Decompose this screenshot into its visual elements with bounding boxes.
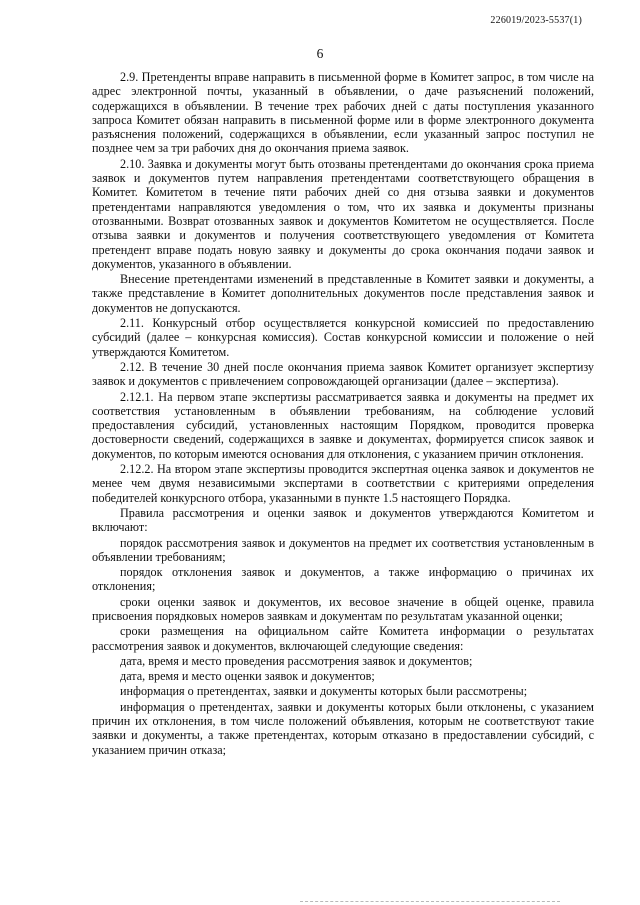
- list-item: информация о претендентах, заявки и документы которых были рассмотрены;: [120, 684, 528, 699]
- paragraph-2-12-1: 2.12.1. На первом этапе экспертизы рассматривается заявка и документы на предмет их соответствия установленным в объявлении требованиям, на соблюдение условий предоставления субсидий, установленных настоящим Порядком, проводится проверка достоверности сведений, содержащихся в заявке и документах, формируется список заявок и документов, по которым имеются основания для отклонения, с указанием причин отклонения.: [92, 389, 594, 461]
- paragraph-rules: Правила рассмотрения и оценки заявок и документов утверждаются Комитетом и включают:: [92, 505, 594, 535]
- list-item: порядок рассмотрения заявок и документов на предмет их соответствия установленным в объявлении требованиям;: [92, 535, 594, 564]
- list-item: информация о претендентах, заявки и документы которых были отклонены, с указанием причин их отклонения, в том числе положений объявления, которым не соответствуют такие заявки и документы, а также претендентах, которым отказано в предоставлении субсидий, с указанием причин отказа;: [92, 699, 594, 757]
- document-registration-number: 226019/2023-5537(1): [490, 15, 582, 26]
- paragraph-changes: Внесение претендентами изменений в представленные в Комитет заявки и документы, а также представление в Комитет дополнительных документов после представления заявок и документов не допускаются.: [92, 272, 594, 315]
- paragraph-2-9: 2.9. Претенденты вправе направить в письменной форме в Комитет запрос, в том числе на адрес электронной почты, указанный в объявлении, о даче разъяснений положений, содержащихся в объявлении. В течение трех рабочих дней с даты поступления указанного запроса Комитет обязан направить в письменной форме или в форме электронного документа разъяснения положений, содержащихся в объявлении, если указанный запрос поступил не позднее чем за три рабочих дня до окончания приема заявок.: [92, 70, 594, 156]
- list-item: дата, время и место проведения рассмотрения заявок и документов;: [120, 653, 473, 668]
- list-item: дата, время и место оценки заявок и документов;: [120, 669, 375, 684]
- paragraph-2-10: 2.10. Заявка и документы могут быть отозваны претендентами до окончания срока приема заявок и документов путем направления претендентами соответствующего обращения в Комитет. Комитетом в течение пяти рабочих дней со дня отзыва заявки и документов претендентами направляются уведомления о том, что их заявка и документы признаны отозванными. Возврат отозванных заявок и документов Комитетом не осуществляется. После отзыва заявки и документов и получения соответствующего уведомления от Комитета претендент вправе подать новую заявку и документы до срока окончания подачи заявок и документов, указанного в объявлении.: [92, 156, 594, 271]
- document-body: [92, 70, 594, 758]
- list-item: сроки оценки заявок и документов, их весовое значение в общей оценке, правила присвоения порядковых номеров заявкам и документам по результатам указанной оценки;: [92, 594, 594, 623]
- list-item: порядок отклонения заявок и документов, а также информацию о причинах их отклонения;: [92, 565, 594, 594]
- paragraph-2-11: 2.11. Конкурсный отбор осуществляется конкурсной комиссией по предоставлению субсидий (далее – конкурсная комиссия). Состав конкурсной комиссии и положение о ней утверждаются Комитетом.: [92, 316, 594, 359]
- paragraph-2-12-2: 2.12.2. На втором этапе экспертизы проводится экспертная оценка заявок и документов не менее чем двумя независимыми экспертами в соответствии с критериями определения победителей конкурсного отбора, указанными в пункте 1.5 настоящего Порядка.: [92, 462, 594, 505]
- footer-rule: [300, 901, 560, 902]
- paragraph-2-12: 2.12. В течение 30 дней после окончания приема заявок Комитет организует экспертизу заявок и документов с привлечением сопровождающей организации (далее – экспертиза).: [92, 359, 594, 389]
- list-item: сроки размещения на официальном сайте Комитета информации о результатах рассмотрения заявок и документов, включающей следующие сведения:: [92, 624, 594, 653]
- page-number: 6: [316, 46, 324, 61]
